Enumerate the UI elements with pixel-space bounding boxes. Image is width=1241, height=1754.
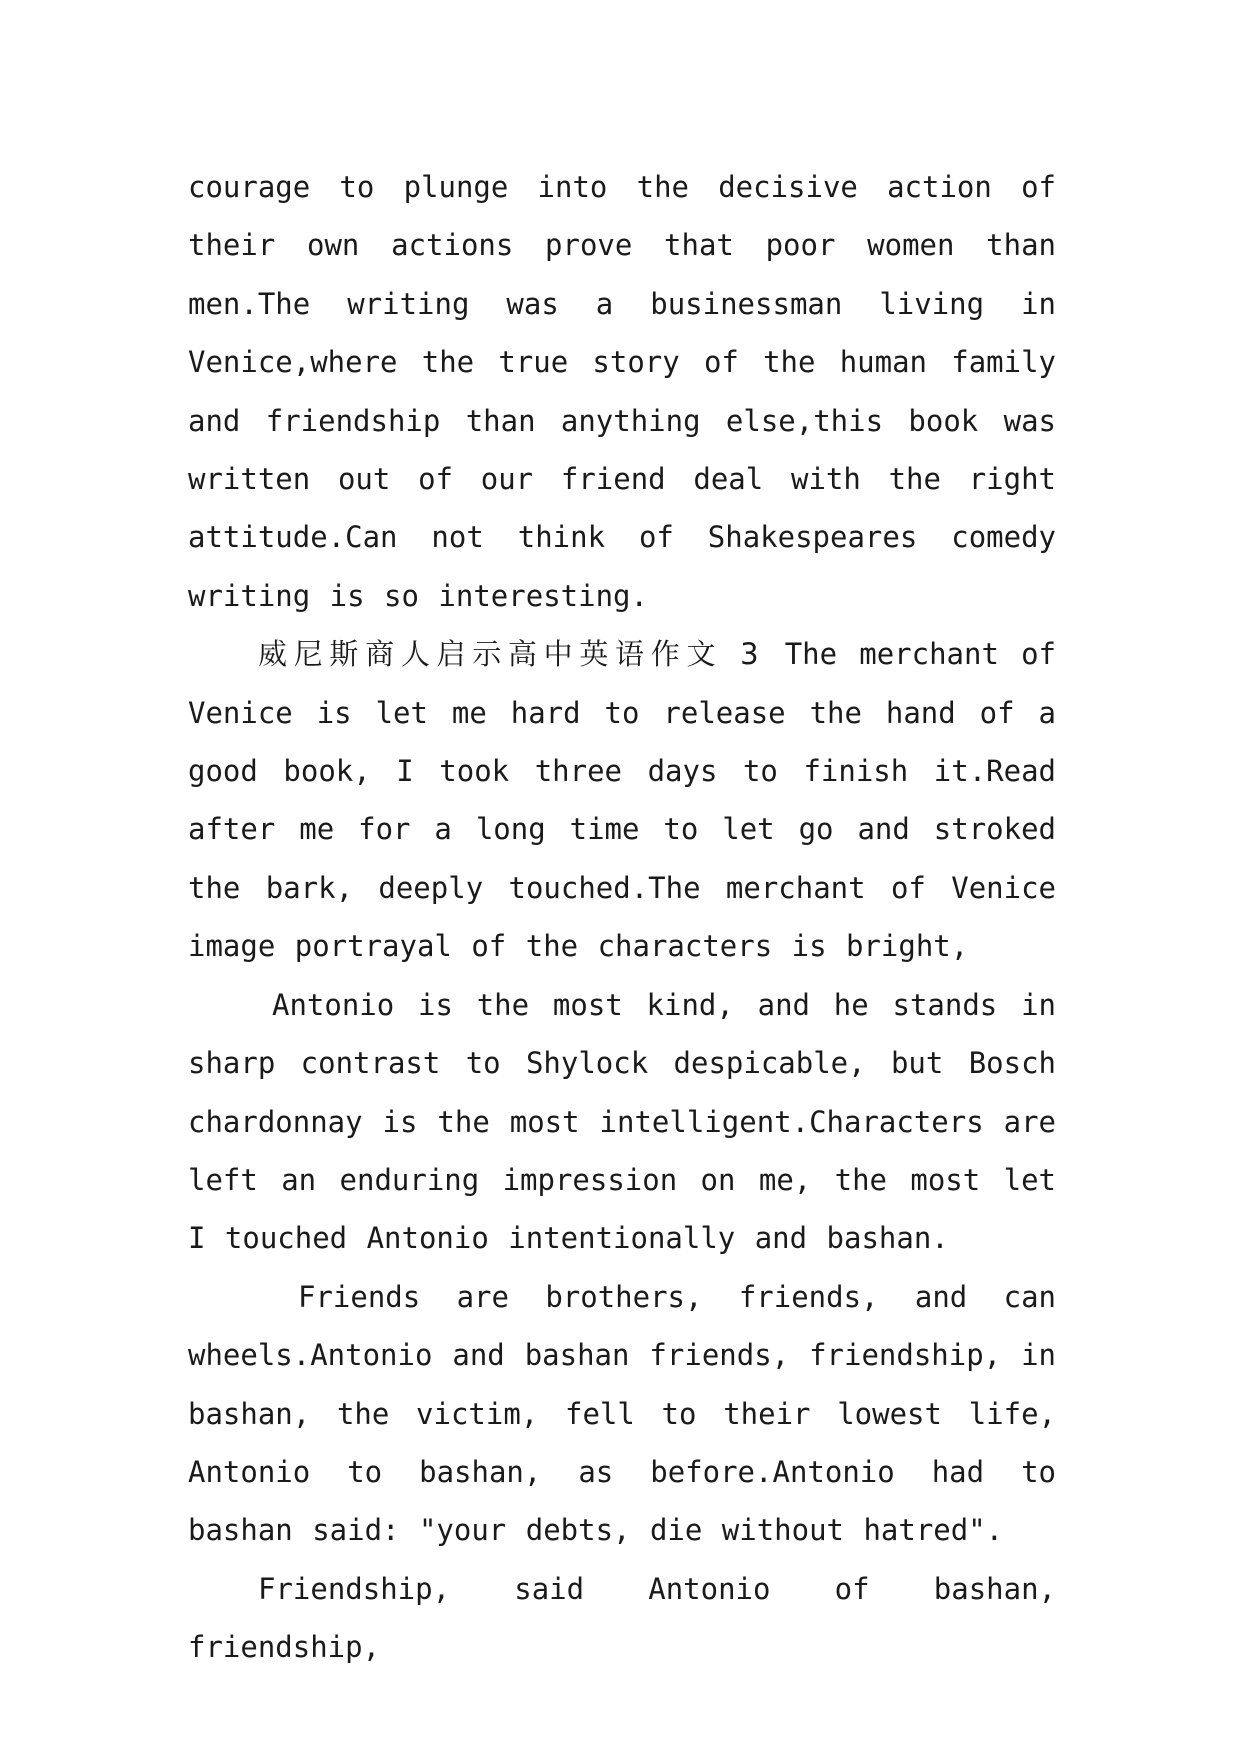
paragraph-2-text: The merchant of Venice is let me hard to release the hand of a good book, I took three days to finish it.Read after me for a long time to let go and stroked the bark, deeply touched.The merchant of Venice image portrayal of the characters is bright, <box>188 637 1056 964</box>
paragraph-1-text: courage to plunge into the decisive action of their own actions prove that poor women than men.The writing was a businessman living in Venice,where the true story of the human family and friendship than anything else,this book was written out of our friend deal with the right attitude.Can not think of Shakespeares comedy writing is so interesting. <box>188 170 1056 613</box>
paragraph-4 <box>188 1268 1056 1560</box>
paragraph-1 <box>188 158 1056 625</box>
essay-heading: 威尼斯商人启示高中英语作文 3 <box>258 637 763 672</box>
paragraph-3-text: Antonio is the most kind, and he stands in sharp contrast to Shylock despicable, but Bosch chardonnay is the most intelligent.Characters are left an enduring impression on me, the most let I touched Antonio intentionally and bashan. <box>188 987 1056 1256</box>
paragraph-3 <box>188 976 1056 1268</box>
paragraph-2 <box>188 625 1056 975</box>
document-body <box>188 158 1056 1677</box>
paragraph-5-text: Friendship, said Antonio of bashan, friendship, <box>188 1571 1056 1665</box>
paragraph-5 <box>188 1560 1056 1677</box>
paragraph-4-text: Friends are brothers, friends, and can wheels.Antonio and bashan friends, friendship, in bashan, the victim, fell to their lowest life, Antonio to bashan, as before.Antonio had to bashan said: "your debts, die without hatred". <box>188 1279 1056 1548</box>
